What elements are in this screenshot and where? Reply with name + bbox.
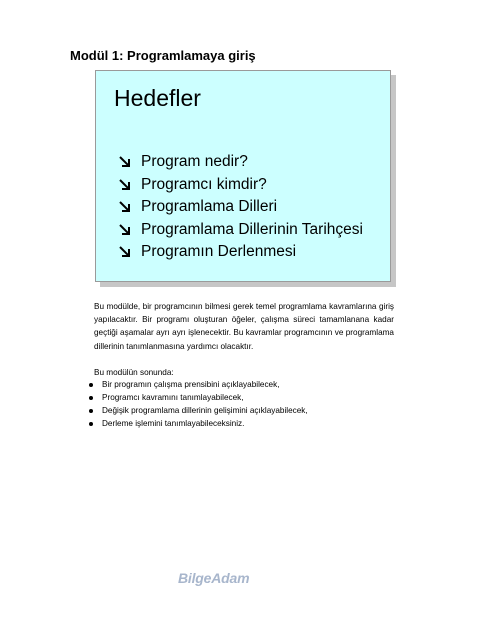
bullet-dot-icon [89, 409, 93, 413]
south-east-arrow-icon [117, 222, 133, 238]
south-east-arrow-icon [117, 177, 133, 193]
slide-title: Hedefler [114, 85, 201, 111]
bullet-dot-icon [89, 383, 93, 387]
bullet-dot-icon [89, 396, 93, 400]
objective-label: Programcı kimdir? [141, 175, 267, 193]
objectives-slide [95, 70, 391, 282]
intro-paragraph: Bu modülde, bir programcının bilmesi gerek temel programlama kavramlarına giriş yapılacaktır. Bir programı oluşturan öğeler, çalışma süreci tamamlanana kadar geçtiği aşamalar ayrı ayrı işlenecektir. Bu kavramlar programcının ve programlama dillerinin tanımlanmasına yardımcı olacaktır. [94, 302, 394, 351]
outcome-item [88, 404, 308, 417]
bilgeadam-logo: BilgeAdam [178, 570, 250, 586]
south-east-arrow-icon [117, 154, 133, 170]
objective-label: Program nedir? [141, 153, 248, 171]
outcome-label: Bir programın çalışma prensibini açıklayabilecek, [102, 380, 280, 389]
south-east-arrow-icon [117, 199, 133, 215]
objective-item [117, 174, 363, 197]
outcome-item [88, 417, 308, 430]
outcome-label: Derleme işlemini tanımlayabileceksiniz. [102, 419, 245, 428]
objective-item [117, 151, 363, 174]
objective-item [117, 219, 363, 242]
objective-item [117, 241, 363, 264]
outcome-item [88, 378, 308, 391]
module-title: Modül 1: Programlamaya giriş [70, 48, 256, 63]
outcome-item [88, 391, 308, 404]
outcome-label: Değişik programlama dillerinin gelişimini açıklayabilecek, [102, 406, 308, 415]
objective-label: Programlama Dilleri [141, 198, 278, 216]
objective-label: Programlama Dillerinin Tarihçesi [141, 220, 363, 238]
objective-label: Programın Derlenmesi [141, 243, 297, 261]
objective-item [117, 196, 363, 219]
outcomes-list [88, 378, 308, 430]
south-east-arrow-icon [117, 244, 133, 260]
bullet-dot-icon [89, 422, 93, 426]
objectives-list [117, 151, 363, 264]
outcomes-intro: Bu modülün sonunda: [94, 368, 174, 377]
outcome-label: Programcı kavramını tanımlayabilecek, [102, 393, 244, 402]
